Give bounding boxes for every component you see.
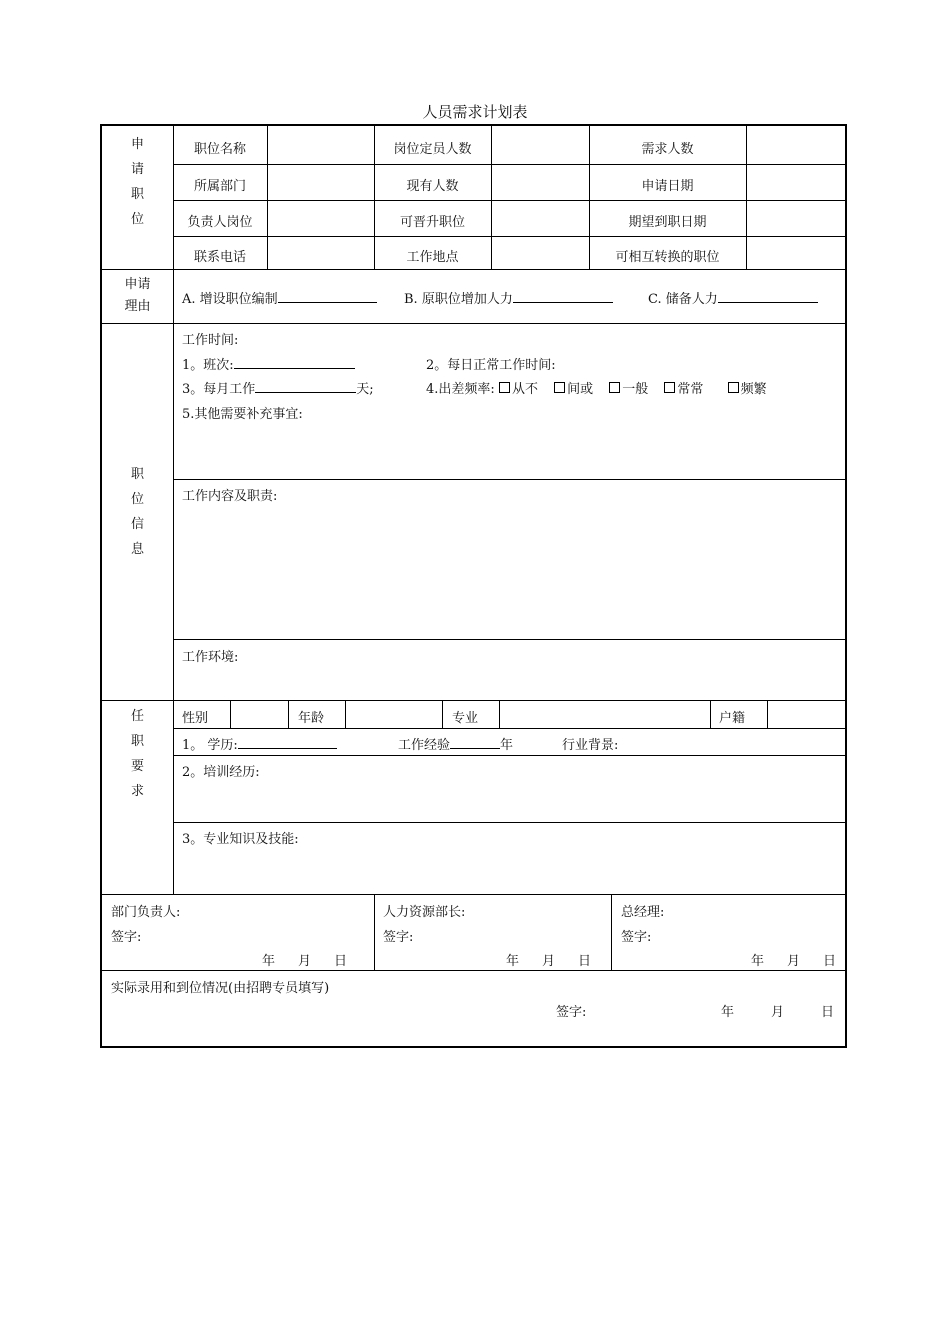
shift-blank[interactable] [234, 355, 355, 369]
reason-option-c[interactable] [648, 288, 818, 307]
year-unit: 年 [500, 738, 514, 753]
label-char: 职 [130, 734, 144, 749]
actual-sign-label: 签字: [556, 1005, 587, 1020]
travel-option-label: 一般 [622, 382, 649, 397]
work-time-heading: 工作时间: [182, 333, 239, 348]
travel-option-often[interactable] [664, 382, 703, 397]
hr-head-label: 人力资源部长: [383, 905, 466, 920]
gender-label: 性别 [182, 711, 209, 726]
date-month: 月 [771, 1005, 785, 1020]
monthly-work-blank[interactable] [255, 379, 356, 393]
daily-hours-label: 2。每日正常工作时间: [426, 358, 556, 373]
duties-area[interactable] [182, 504, 842, 634]
dept-head-date [262, 950, 347, 969]
education-field[interactable] [182, 734, 337, 753]
date-month: 月 [298, 954, 312, 969]
section-label-position-info [102, 462, 173, 562]
field-label-phone: 联系电话 [193, 250, 246, 265]
page-title: 人员需求计划表 [422, 103, 528, 121]
label-char: 求 [130, 784, 144, 799]
input-required-count[interactable] [747, 127, 847, 164]
reason-option-a[interactable] [182, 288, 377, 307]
label-line: 申请 [124, 277, 151, 292]
hr-head-sign-label: 签字: [383, 930, 414, 945]
monthly-work-label: 3。每月工作 [182, 382, 256, 397]
field-label-required-count: 需求人数 [641, 142, 694, 157]
date-day: 日 [821, 1005, 835, 1020]
other-notes-area[interactable] [182, 421, 842, 475]
reason-option-a-blank[interactable] [278, 289, 377, 303]
dept-head-label: 部门负责人: [111, 905, 181, 920]
gm-date [751, 950, 836, 969]
label-line: 理由 [124, 299, 151, 314]
input-promotion-position[interactable] [492, 201, 589, 236]
dept-head-sign-label: 签字: [111, 930, 142, 945]
label-char: 位 [130, 212, 144, 227]
section-label-apply-position [102, 132, 173, 232]
checkbox-icon[interactable] [499, 382, 510, 393]
travel-option-frequent[interactable] [728, 382, 767, 397]
days-unit: 天; [356, 382, 374, 397]
label-char: 职 [130, 467, 144, 482]
date-year: 年 [262, 954, 276, 969]
major-input[interactable] [500, 701, 710, 728]
reason-option-b[interactable] [404, 288, 613, 307]
travel-frequency [426, 378, 767, 397]
travel-option-label: 频繁 [740, 382, 767, 397]
gm-label: 总经理: [621, 905, 665, 920]
label-char: 位 [130, 492, 144, 507]
input-apply-date[interactable] [747, 165, 847, 200]
input-headcount-quota[interactable] [492, 127, 589, 164]
date-year: 年 [506, 954, 520, 969]
label-char: 要 [130, 759, 144, 774]
duties-label: 工作内容及职责: [182, 489, 278, 504]
field-label-promotion-position: 可晋升职位 [399, 215, 465, 230]
reason-option-a-label: A. 增设职位编制 [182, 292, 278, 307]
gender-input[interactable] [231, 701, 288, 728]
checkbox-icon[interactable] [554, 382, 565, 393]
field-label-work-location: 工作地点 [406, 250, 459, 265]
travel-frequency-label: 4.出差频率: [426, 382, 495, 397]
date-month: 月 [787, 954, 801, 969]
hukou-input[interactable] [768, 701, 847, 728]
requisition-form-table [100, 124, 847, 1048]
training-label: 2。培训经历: [182, 765, 260, 780]
travel-option-label: 常常 [677, 382, 704, 397]
field-label-interchangeable-position: 可相互转换的职位 [615, 250, 720, 265]
label-char: 职 [130, 187, 144, 202]
actual-hiring-label: 实际录用和到位情况(由招聘专员填写) [111, 981, 330, 996]
date-day: 日 [578, 954, 592, 969]
reason-option-b-label: B. 原职位增加人力 [404, 292, 513, 307]
date-month: 月 [542, 954, 556, 969]
industry-label: 行业背景: [562, 738, 619, 753]
monthly-work-field[interactable] [182, 378, 374, 397]
reason-option-b-blank[interactable] [513, 289, 613, 303]
hr-head-date [506, 950, 591, 969]
travel-option-never[interactable] [499, 382, 538, 397]
field-label-headcount-quota: 岗位定员人数 [393, 142, 472, 157]
gm-sign-label: 签字: [621, 930, 652, 945]
label-char: 信 [130, 517, 144, 532]
education-blank[interactable] [238, 735, 337, 749]
input-work-location[interactable] [492, 237, 589, 269]
gm-signature-field[interactable] [660, 921, 840, 946]
major-label: 专业 [452, 711, 479, 726]
date-year: 年 [751, 954, 765, 969]
field-label-current-count: 现有人数 [406, 179, 459, 194]
experience-label: 工作经验 [398, 738, 451, 753]
section-label-reason [102, 274, 173, 318]
label-char: 请 [130, 162, 144, 177]
environment-area[interactable] [182, 665, 842, 695]
travel-option-normal[interactable] [609, 382, 648, 397]
dept-head-signature-field[interactable] [182, 921, 367, 946]
date-year: 年 [721, 1005, 735, 1020]
experience-field[interactable] [398, 734, 513, 753]
field-label-position-name: 职位名称 [193, 142, 246, 157]
reason-option-c-blank[interactable] [718, 289, 818, 303]
checkbox-icon[interactable] [728, 382, 739, 393]
travel-option-label: 从不 [511, 382, 538, 397]
age-label: 年龄 [298, 711, 325, 726]
shift-label: 1。班次: [182, 358, 234, 373]
travel-option-label: 间或 [567, 382, 594, 397]
skills-label: 3。专业知识及技能: [182, 832, 299, 847]
travel-option-occasionally[interactable] [554, 382, 593, 397]
training-area[interactable] [182, 780, 842, 818]
input-current-count[interactable] [492, 165, 589, 200]
shift-field[interactable] [182, 354, 355, 373]
hukou-label: 户籍 [719, 711, 746, 726]
education-label: 1。 学历: [182, 738, 238, 753]
field-label-supervisor-post: 负责人岗位 [187, 215, 253, 230]
date-day: 日 [823, 954, 837, 969]
other-notes-label: 5.其他需要补充事宜: [182, 407, 303, 422]
input-expected-start-date[interactable] [747, 201, 847, 236]
reason-option-c-label: C. 储备人力 [648, 292, 718, 307]
input-phone[interactable] [268, 237, 374, 269]
actual-signature-field[interactable] [602, 996, 712, 1021]
field-label-department: 所属部门 [193, 179, 246, 194]
label-char: 任 [130, 709, 144, 724]
skills-area[interactable] [182, 847, 842, 891]
hr-head-signature-field[interactable] [422, 921, 602, 946]
experience-blank[interactable] [450, 735, 500, 749]
age-input[interactable] [346, 701, 442, 728]
date-day: 日 [334, 954, 348, 969]
field-label-expected-start-date: 期望到职日期 [628, 215, 707, 230]
input-department[interactable] [268, 165, 374, 200]
checkbox-icon[interactable] [664, 382, 675, 393]
checkbox-icon[interactable] [609, 382, 620, 393]
actual-date [721, 1001, 834, 1020]
input-position-name[interactable] [268, 127, 374, 164]
label-char: 申 [130, 137, 144, 152]
section-label-requirements [102, 704, 173, 804]
input-interchangeable-position[interactable] [747, 237, 847, 269]
environment-label: 工作环境: [182, 650, 239, 665]
field-label-apply-date: 申请日期 [641, 179, 694, 194]
label-char: 息 [130, 542, 144, 557]
input-supervisor-post[interactable] [268, 201, 374, 236]
